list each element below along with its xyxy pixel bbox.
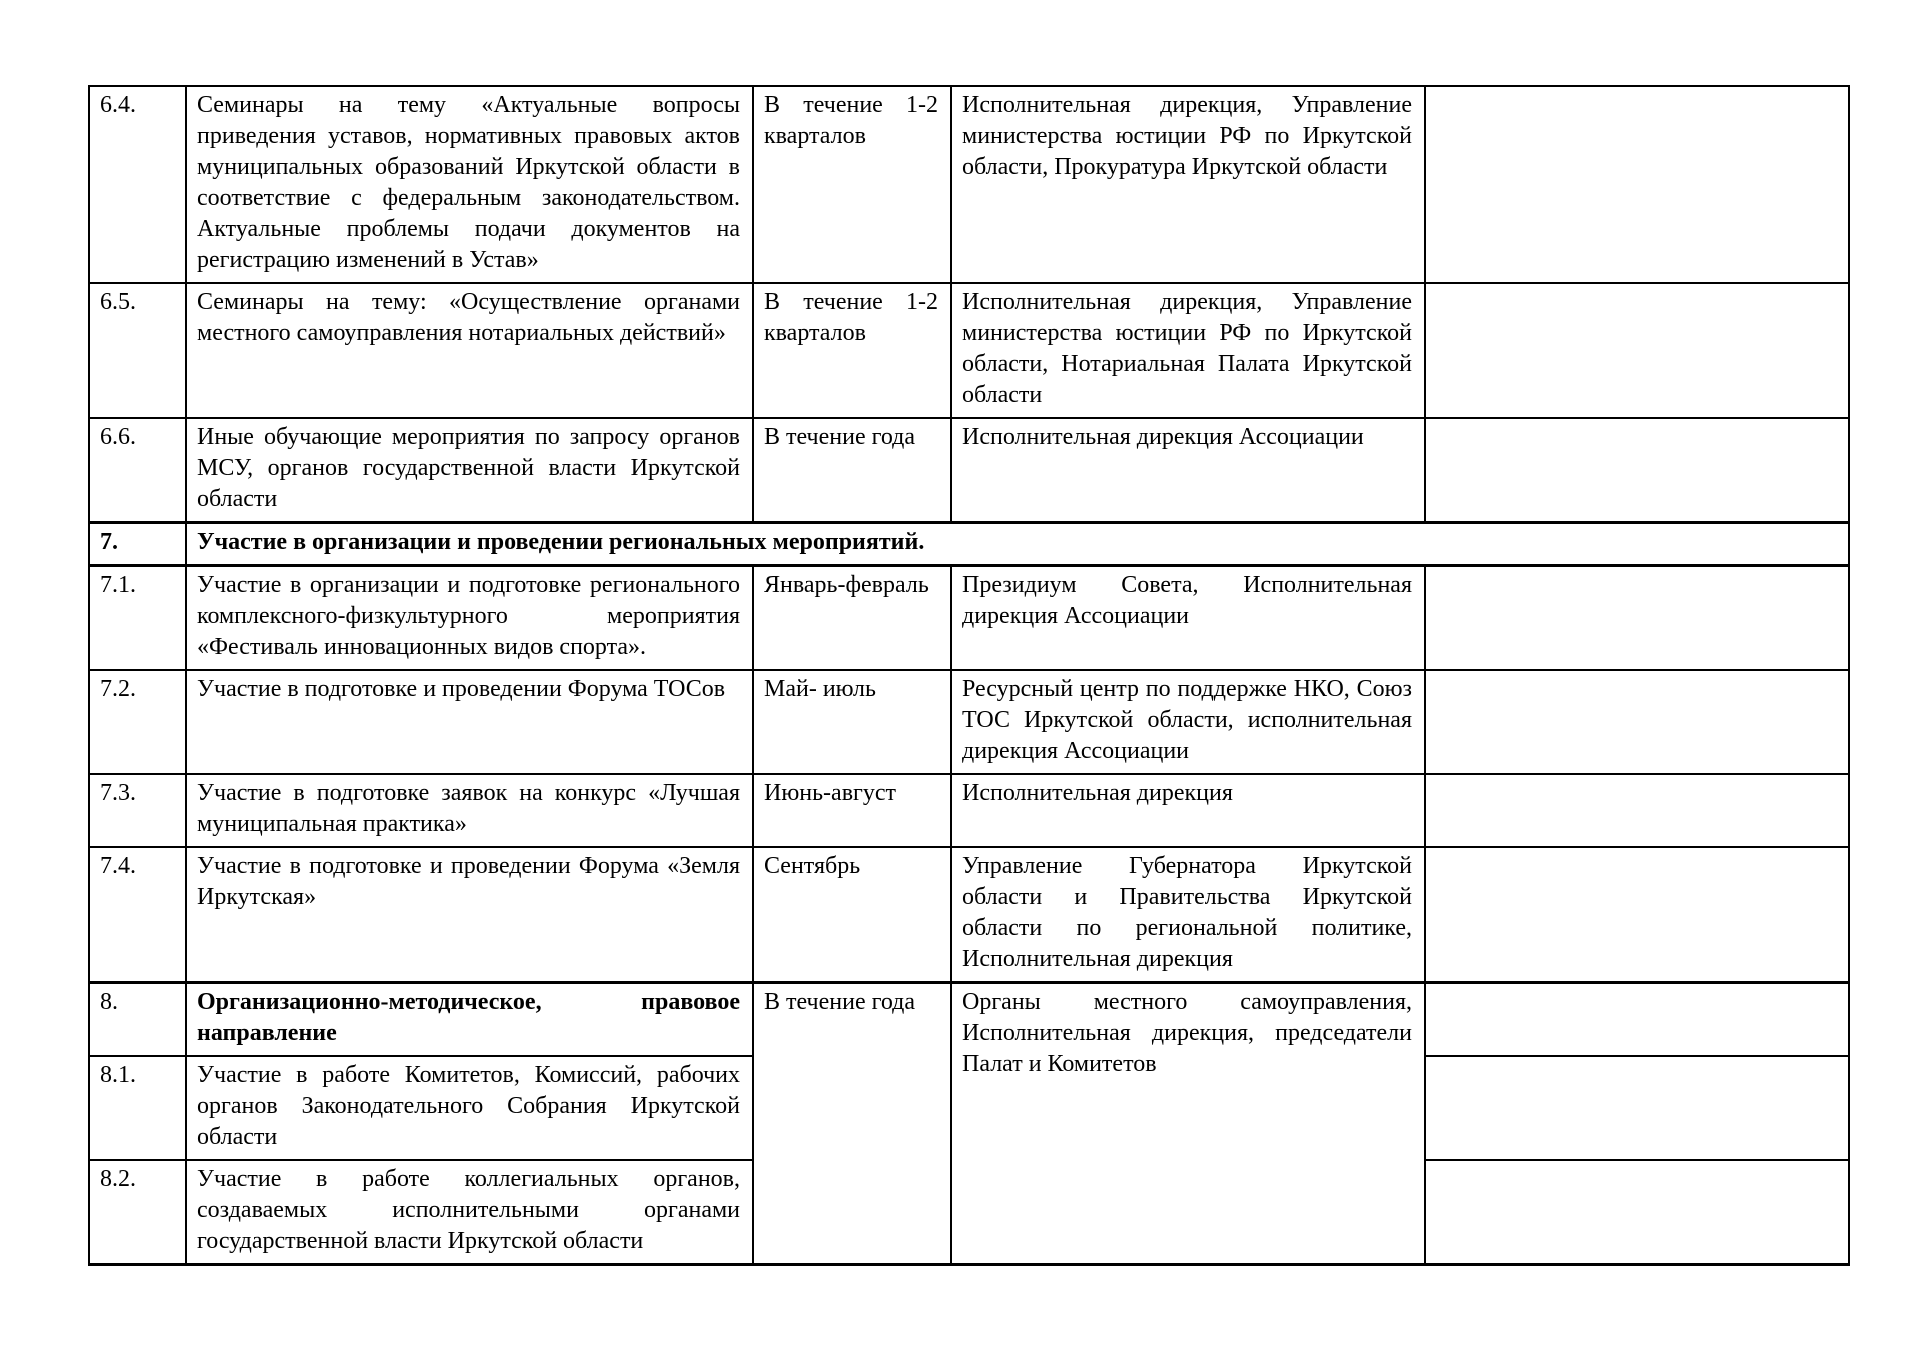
timing-cell: В течение 1-2 кварталов (753, 86, 951, 283)
notes-cell (1425, 1160, 1849, 1265)
timing-cell: В течение года (753, 418, 951, 523)
timing-cell: Май- июль (753, 670, 951, 774)
activity-cell: Иные обучающие мероприятия по запросу органов МСУ, органов государственной власти Иркутской области (186, 418, 753, 523)
activity-cell: Семинары на тему: «Осуществление органами местного самоуправления нотариальных действий» (186, 283, 753, 418)
row-number-cell: 6.5. (89, 283, 186, 418)
row-number-cell: 7.3. (89, 774, 186, 847)
responsible-cell: Ресурсный центр по поддержке НКО, Союз ТОС Иркутской области, исполнительная дирекция Ассоциации (951, 670, 1425, 774)
row-number-cell: 7.4. (89, 847, 186, 983)
row-number-cell: 7. (89, 523, 186, 566)
activity-cell: Организационно-методическое, правовое направление (186, 983, 753, 1057)
notes-cell (1425, 283, 1849, 418)
notes-cell (1425, 1056, 1849, 1160)
table-row (89, 670, 1849, 774)
notes-cell (1425, 566, 1849, 671)
row-number-cell: 7.2. (89, 670, 186, 774)
activity-cell: Участие в подготовке и проведении Форума ТОСов (186, 670, 753, 774)
row-number-cell: 6.6. (89, 418, 186, 523)
row-number-cell: 6.4. (89, 86, 186, 283)
activity-cell: Семинары на тему «Актуальные вопросы приведения уставов, нормативных правовых актов муниципальных образований Иркутской области в соответствие с федеральным законодательством. Актуальные проблемы подачи документов на регистрацию изменений в Устав» (186, 86, 753, 283)
timing-cell: Январь-февраль (753, 566, 951, 671)
row-number-cell: 7.1. (89, 566, 186, 671)
responsible-cell: Исполнительная дирекция Ассоциации (951, 418, 1425, 523)
notes-cell (1425, 847, 1849, 983)
responsible-cell: Исполнительная дирекция, Управление министерства юстиции РФ по Иркутской области, Нотариальная Палата Иркутской области (951, 283, 1425, 418)
plan-table (88, 85, 1850, 1266)
row-number-cell: 8.2. (89, 1160, 186, 1265)
timing-cell: Сентябрь (753, 847, 951, 983)
activity-cell: Участие в организации и подготовке регионального комплексного-физкультурного мероприятия «Фестиваль инновационных видов спорта». (186, 566, 753, 671)
notes-cell (1425, 774, 1849, 847)
table-row (89, 566, 1849, 671)
plan-table-container (88, 85, 1848, 1266)
row-number-cell: 8.1. (89, 1056, 186, 1160)
responsible-cell: Исполнительная дирекция (951, 774, 1425, 847)
table-row (89, 774, 1849, 847)
responsible-cell: Президиум Совета, Исполнительная дирекция Ассоциации (951, 566, 1425, 671)
activity-cell: Участие в подготовке заявок на конкурс «Лучшая муниципальная практика» (186, 774, 753, 847)
timing-cell: Июнь-август (753, 774, 951, 847)
table-row (89, 283, 1849, 418)
timing-cell: В течение 1-2 кварталов (753, 283, 951, 418)
activity-cell: Участие в подготовке и проведении Форума «Земля Иркутская» (186, 847, 753, 983)
section-header-row (89, 523, 1849, 566)
notes-cell (1425, 983, 1849, 1057)
notes-cell (1425, 418, 1849, 523)
table-row (89, 86, 1849, 283)
notes-cell (1425, 86, 1849, 283)
responsible-cell: Исполнительная дирекция, Управление министерства юстиции РФ по Иркутской области, Прокуратура Иркутской области (951, 86, 1425, 283)
group-header-row (89, 983, 1849, 1057)
section-title-cell: Участие в организации и проведении региональных мероприятий. (186, 523, 1849, 566)
table-row (89, 847, 1849, 983)
responsible-cell: Управление Губернатора Иркутской области и Правительства Иркутской области по региональной политике, Исполнительная дирекция (951, 847, 1425, 983)
row-number-cell: 8. (89, 983, 186, 1057)
activity-cell: Участие в работе коллегиальных органов, создаваемых исполнительными органами государственной власти Иркутской области (186, 1160, 753, 1265)
responsible-cell: Органы местного самоуправления, Исполнительная дирекция, председатели Палат и Комитетов (951, 983, 1425, 1265)
table-row (89, 418, 1849, 523)
notes-cell (1425, 670, 1849, 774)
timing-cell: В течение года (753, 983, 951, 1265)
activity-cell: Участие в работе Комитетов, Комиссий, рабочих органов Законодательного Собрания Иркутской области (186, 1056, 753, 1160)
